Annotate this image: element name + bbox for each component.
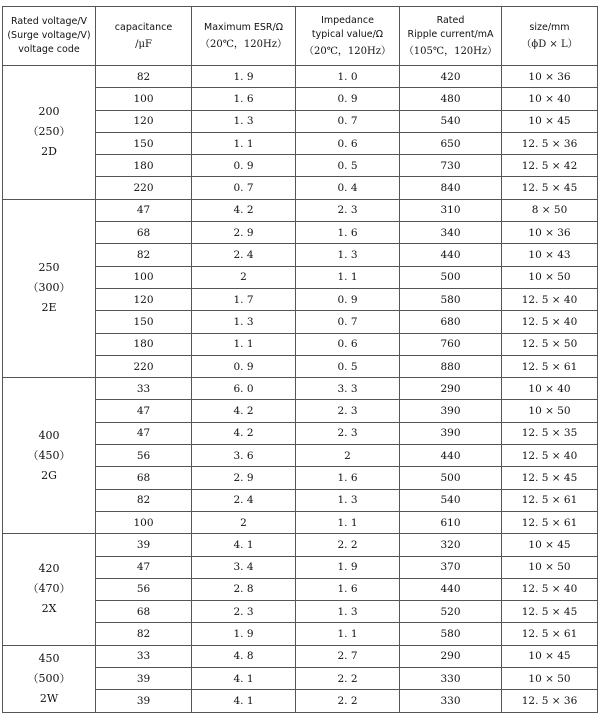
header-size-unit: （ϕD × L）	[521, 38, 578, 50]
capacitance-cell: 82	[96, 244, 192, 266]
esr-cell: 3. 6	[192, 445, 296, 467]
esr-cell: 0. 9	[192, 355, 296, 377]
ripple-current-cell: 580	[400, 288, 502, 310]
impedance-cell: 0. 6	[296, 132, 400, 154]
header-voltage-line3: voltage code	[18, 44, 80, 55]
ripple-current-cell: 290	[400, 645, 502, 667]
capacitance-cell: 47	[96, 556, 192, 578]
impedance-cell: 2. 7	[296, 645, 400, 667]
size-cell: 12. 5 × 61	[502, 489, 598, 511]
esr-cell: 1. 1	[192, 132, 296, 154]
ripple-current-cell: 440	[400, 445, 502, 467]
impedance-cell: 2. 3	[296, 400, 400, 422]
voltage-group-cell	[3, 645, 96, 712]
surge-voltage: （470）	[27, 582, 71, 596]
impedance-cell: 0. 9	[296, 88, 400, 110]
esr-cell: 1. 9	[192, 623, 296, 645]
capacitance-cell: 47	[96, 199, 192, 221]
size-cell: 12. 5 × 40	[502, 445, 598, 467]
voltage-code: 2G	[41, 468, 57, 482]
ripple-current-cell: 680	[400, 311, 502, 333]
header-size	[502, 7, 598, 66]
ripple-current-cell: 730	[400, 155, 502, 177]
esr-cell: 1. 9	[192, 66, 296, 88]
impedance-cell: 1. 6	[296, 222, 400, 244]
size-cell: 12. 5 × 36	[502, 690, 598, 712]
ripple-current-cell: 340	[400, 222, 502, 244]
ripple-current-cell: 880	[400, 355, 502, 377]
size-cell: 10 × 45	[502, 110, 598, 132]
capacitance-cell: 150	[96, 311, 192, 333]
esr-cell: 2. 8	[192, 578, 296, 600]
size-cell: 10 × 36	[502, 66, 598, 88]
ripple-current-cell: 330	[400, 668, 502, 690]
size-cell: 10 × 36	[502, 222, 598, 244]
size-cell: 12. 5 × 61	[502, 355, 598, 377]
impedance-cell: 0. 7	[296, 110, 400, 132]
rated-voltage: 400	[38, 428, 60, 442]
header-capacitance-line1: capacitance	[114, 21, 173, 33]
voltage-code: 2W	[39, 691, 59, 705]
ripple-current-cell: 420	[400, 66, 502, 88]
table-row	[3, 378, 598, 400]
header-esr-cond: （20℃，120Hz）	[200, 38, 287, 50]
voltage-code: 2D	[41, 145, 57, 159]
size-cell: 12. 5 × 36	[502, 132, 598, 154]
table-row	[3, 199, 598, 221]
capacitance-cell: 150	[96, 132, 192, 154]
table-body	[3, 66, 598, 713]
rated-voltage: 200	[38, 105, 60, 119]
size-cell: 10 × 40	[502, 88, 598, 110]
impedance-cell: 1. 1	[296, 511, 400, 533]
esr-cell: 2. 3	[192, 601, 296, 623]
size-cell: 12. 5 × 42	[502, 155, 598, 177]
esr-cell: 4. 8	[192, 645, 296, 667]
impedance-cell: 1. 3	[296, 244, 400, 266]
capacitance-cell: 68	[96, 467, 192, 489]
ripple-current-cell: 390	[400, 422, 502, 444]
capacitance-cell: 56	[96, 445, 192, 467]
impedance-cell: 2. 3	[296, 422, 400, 444]
esr-cell: 1. 6	[192, 88, 296, 110]
capacitance-cell: 47	[96, 422, 192, 444]
header-ripple-line1: Rated	[436, 14, 465, 26]
ripple-current-cell: 310	[400, 199, 502, 221]
size-cell: 12. 5 × 61	[502, 511, 598, 533]
size-cell: 12. 5 × 50	[502, 333, 598, 355]
ripple-current-cell: 540	[400, 110, 502, 132]
capacitance-cell: 82	[96, 623, 192, 645]
size-cell: 10 × 45	[502, 645, 598, 667]
esr-cell: 2. 4	[192, 489, 296, 511]
capacitance-cell: 120	[96, 288, 192, 310]
esr-cell: 1. 3	[192, 110, 296, 132]
ripple-current-cell: 500	[400, 467, 502, 489]
esr-cell: 0. 7	[192, 177, 296, 199]
size-cell: 10 × 50	[502, 668, 598, 690]
capacitance-cell: 100	[96, 511, 192, 533]
size-cell: 12. 5 × 35	[502, 422, 598, 444]
header-ripple-cond: （105℃，120Hz）	[403, 45, 498, 57]
header-capacitance	[96, 7, 192, 66]
esr-cell: 4. 2	[192, 422, 296, 444]
capacitance-cell: 220	[96, 355, 192, 377]
esr-cell: 4. 1	[192, 668, 296, 690]
capacitance-cell: 180	[96, 155, 192, 177]
esr-cell: 2	[192, 266, 296, 288]
size-cell: 10 × 50	[502, 400, 598, 422]
capacitance-cell: 100	[96, 266, 192, 288]
surge-voltage: （450）	[27, 448, 71, 462]
esr-cell: 2. 9	[192, 467, 296, 489]
header-voltage-line2: (Surge voltage/V)	[7, 30, 91, 41]
surge-voltage: （500）	[27, 671, 71, 685]
header-size-line1: size/mm	[529, 21, 570, 33]
ripple-current-cell: 370	[400, 556, 502, 578]
ripple-current-cell: 320	[400, 534, 502, 556]
table-row	[3, 534, 598, 556]
capacitance-cell: 39	[96, 690, 192, 712]
esr-cell: 4. 2	[192, 400, 296, 422]
esr-cell: 1. 3	[192, 311, 296, 333]
esr-cell: 1. 7	[192, 288, 296, 310]
esr-cell: 4. 1	[192, 690, 296, 712]
voltage-group-cell	[3, 66, 96, 200]
size-cell: 12. 5 × 45	[502, 601, 598, 623]
capacitance-cell: 68	[96, 601, 192, 623]
header-impedance-line2: typical value/Ω	[311, 28, 384, 40]
size-cell: 12. 5 × 40	[502, 578, 598, 600]
ripple-current-cell: 500	[400, 266, 502, 288]
ripple-current-cell: 480	[400, 88, 502, 110]
size-cell: 10 × 40	[502, 378, 598, 400]
header-impedance-line1: Impedance	[321, 14, 374, 26]
ripple-current-cell: 610	[400, 511, 502, 533]
ripple-current-cell: 390	[400, 400, 502, 422]
esr-cell: 2	[192, 511, 296, 533]
rated-voltage: 420	[38, 562, 60, 576]
impedance-cell: 1. 1	[296, 266, 400, 288]
capacitance-cell: 120	[96, 110, 192, 132]
ripple-current-cell: 760	[400, 333, 502, 355]
impedance-cell: 0. 4	[296, 177, 400, 199]
impedance-cell: 2. 3	[296, 199, 400, 221]
esr-cell: 0. 9	[192, 155, 296, 177]
ripple-current-cell: 840	[400, 177, 502, 199]
header-voltage-line1: Rated voltage/V	[10, 16, 88, 27]
impedance-cell: 1. 1	[296, 623, 400, 645]
capacitance-cell: 82	[96, 66, 192, 88]
ripple-current-cell: 520	[400, 601, 502, 623]
capacitance-cell: 47	[96, 400, 192, 422]
impedance-cell: 1. 6	[296, 467, 400, 489]
capacitance-cell: 180	[96, 333, 192, 355]
ripple-current-cell: 440	[400, 244, 502, 266]
size-cell: 12. 5 × 40	[502, 288, 598, 310]
impedance-cell: 0. 5	[296, 355, 400, 377]
table-row	[3, 66, 598, 88]
voltage-group-cell	[3, 534, 96, 645]
impedance-cell: 1. 3	[296, 601, 400, 623]
voltage-group-cell	[3, 378, 96, 534]
voltage-code: 2E	[41, 301, 57, 315]
capacitance-cell: 33	[96, 378, 192, 400]
impedance-cell: 1. 6	[296, 578, 400, 600]
size-cell: 12. 5 × 45	[502, 177, 598, 199]
impedance-cell: 1. 9	[296, 556, 400, 578]
esr-cell: 4. 1	[192, 534, 296, 556]
ripple-current-cell: 330	[400, 690, 502, 712]
header-impedance	[296, 7, 400, 66]
voltage-code: 2X	[41, 602, 57, 616]
esr-cell: 3. 4	[192, 556, 296, 578]
impedance-cell: 0. 9	[296, 288, 400, 310]
capacitance-cell: 39	[96, 534, 192, 556]
surge-voltage: （250）	[27, 125, 71, 139]
size-cell: 8 × 50	[502, 199, 598, 221]
capacitance-cell: 100	[96, 88, 192, 110]
header-capacitance-unit: /μF	[135, 38, 152, 50]
size-cell: 12. 5 × 61	[502, 623, 598, 645]
header-impedance-cond: （20℃，120Hz）	[304, 45, 391, 57]
table-row	[3, 645, 598, 667]
capacitor-spec-table	[2, 6, 598, 713]
size-cell: 10 × 50	[502, 556, 598, 578]
header-ripple-line2: Ripple current/mA	[407, 28, 494, 40]
ripple-current-cell: 580	[400, 623, 502, 645]
rated-voltage: 450	[38, 651, 60, 665]
size-cell: 10 × 43	[502, 244, 598, 266]
esr-cell: 2. 4	[192, 244, 296, 266]
size-cell: 12. 5 × 45	[502, 467, 598, 489]
impedance-cell: 1. 3	[296, 489, 400, 511]
ripple-current-cell: 540	[400, 489, 502, 511]
surge-voltage: （300）	[27, 281, 71, 295]
capacitance-cell: 220	[96, 177, 192, 199]
impedance-cell: 2. 2	[296, 534, 400, 556]
impedance-cell: 2	[296, 445, 400, 467]
impedance-cell: 1. 0	[296, 66, 400, 88]
impedance-cell: 2. 2	[296, 668, 400, 690]
esr-cell: 2. 9	[192, 222, 296, 244]
header-esr-line1: Maximum ESR/Ω	[204, 21, 283, 33]
capacitance-cell: 39	[96, 668, 192, 690]
ripple-current-cell: 290	[400, 378, 502, 400]
impedance-cell: 2. 2	[296, 690, 400, 712]
capacitance-cell: 68	[96, 222, 192, 244]
header-ripple	[400, 7, 502, 66]
impedance-cell: 0. 6	[296, 333, 400, 355]
impedance-cell: 0. 5	[296, 155, 400, 177]
capacitance-cell: 82	[96, 489, 192, 511]
esr-cell: 4. 2	[192, 199, 296, 221]
capacitance-cell: 56	[96, 578, 192, 600]
header-voltage	[3, 7, 96, 66]
esr-cell: 1. 1	[192, 333, 296, 355]
capacitance-cell: 33	[96, 645, 192, 667]
size-cell: 10 × 50	[502, 266, 598, 288]
impedance-cell: 0. 7	[296, 311, 400, 333]
esr-cell: 6. 0	[192, 378, 296, 400]
header-row	[3, 7, 598, 66]
ripple-current-cell: 440	[400, 578, 502, 600]
impedance-cell: 3. 3	[296, 378, 400, 400]
ripple-current-cell: 650	[400, 132, 502, 154]
rated-voltage: 250	[38, 261, 60, 275]
size-cell: 10 × 45	[502, 534, 598, 556]
voltage-group-cell	[3, 199, 96, 377]
header-esr	[192, 7, 296, 66]
size-cell: 12. 5 × 40	[502, 311, 598, 333]
